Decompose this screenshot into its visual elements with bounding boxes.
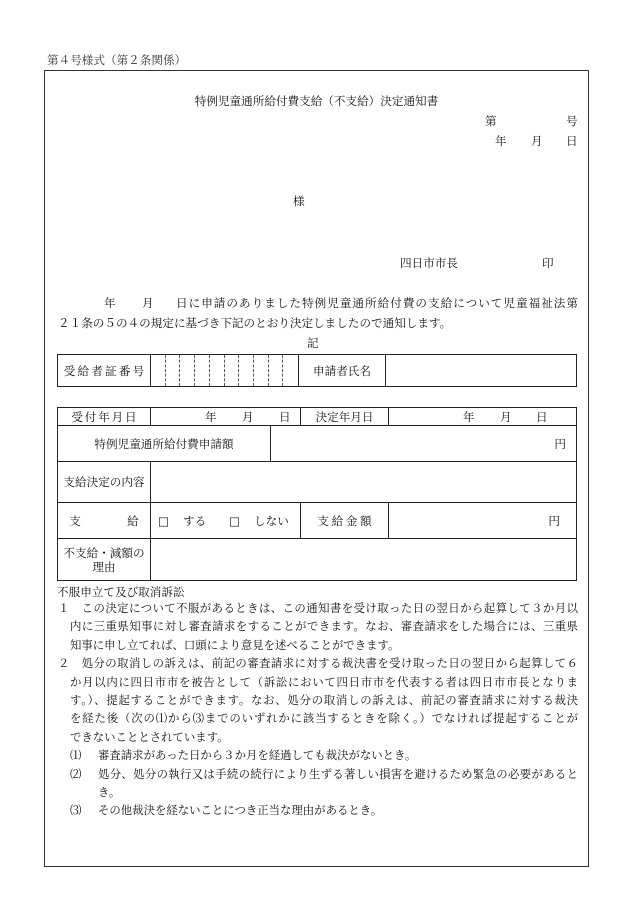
digit-divider xyxy=(238,355,239,386)
option-no-label: しない xyxy=(254,513,289,528)
decision-date-day: 日 xyxy=(536,409,548,424)
application-date-year: 年 xyxy=(104,296,116,310)
issuer-name: 四日市市長 xyxy=(400,256,458,270)
appeal-item2-line: ２ 処分の取消しの訴えは、前記の審査請求に対する裁決書を受け取った日の翌日から起算して６ xyxy=(58,656,578,671)
document-title: 特例児童通所給付費支給（不支給）決定通知書 xyxy=(194,94,439,108)
recipient-number-digits xyxy=(150,354,299,387)
requested-amount-yen: 円 xyxy=(554,436,566,451)
requested-amount-label-cell xyxy=(57,425,271,462)
decision-content-label: 支給決定の内容 xyxy=(63,475,145,489)
applicant-name-value xyxy=(385,354,577,387)
received-date-label: 受付年月日 xyxy=(71,409,139,424)
issuer-seal: 印 xyxy=(542,256,554,270)
subitem-marker: ⑶ xyxy=(70,803,82,818)
decision-date-value xyxy=(388,407,577,426)
application-date-month: 月 xyxy=(142,296,154,310)
requested-amount-label: 特例児童通所給付費申請額 xyxy=(94,436,234,451)
requested-amount-value xyxy=(270,425,577,462)
payment-amount-label-cell xyxy=(300,502,389,539)
decision-date-month: 月 xyxy=(500,409,512,424)
checkbox-yes-icon: □ xyxy=(158,513,169,528)
subitem-line: き。 xyxy=(98,785,121,799)
form-label: 第４号様式（第２条関係） xyxy=(47,53,187,67)
subitem-marker: ⑴ xyxy=(70,748,82,763)
appeal-item1-line: 知事に申し立てれば、口頭により意見を述べることができます。 xyxy=(70,637,400,652)
digit-divider xyxy=(209,355,210,386)
issue-date-day: 日 xyxy=(566,134,578,148)
payment-amount-label: 支給金額 xyxy=(317,513,375,528)
payment-choice-cell xyxy=(150,502,301,539)
intro-line-1: 日に申請のありました特例児童通所給付費の支給について児童福祉法第 xyxy=(176,296,578,310)
payment-label: 支 給 xyxy=(69,513,139,528)
reason-label-line-1: 不支給・減額の xyxy=(63,545,145,560)
applicant-name-label-cell xyxy=(298,354,386,387)
reference-number-prefix: 第 xyxy=(485,114,497,128)
reference-number-suffix: 号 xyxy=(566,114,578,128)
decision-content-label-cell xyxy=(57,461,151,503)
subitem-line: 審査請求があった日から３か月を経過しても裁決がないとき。 xyxy=(98,748,417,763)
digit-divider xyxy=(268,355,269,386)
digit-divider xyxy=(253,355,254,386)
intro-line-2: ２１条の５の４の規定に基づき下記のとおり決定しましたので通知します。 xyxy=(58,316,452,330)
subitem-line: その他裁決を経ないことにつき正当な理由があるとき。 xyxy=(98,803,383,818)
digit-divider xyxy=(282,355,283,386)
decision-date-year: 年 xyxy=(463,409,475,424)
digit-divider xyxy=(165,355,166,386)
appeal-item1-line: １ この決定について不服があるときは、この通知書を受け取った日の翌日から起算して３か月以 xyxy=(58,601,578,615)
appeal-item2-line: す。）、提起することができます。なお、処分の取消しの訴えは、前記の審査請求に対する裁決 xyxy=(70,693,578,707)
payment-amount-yen: 円 xyxy=(548,513,560,528)
subitem-line: 処分、処分の執行又は手続の続行により生ずる著しい損害を避けるため緊急の必要があると xyxy=(98,766,578,781)
subitem-marker: ⑵ xyxy=(70,766,82,781)
decision-date-label: 決定年月日 xyxy=(315,409,374,424)
option-yes-label: する xyxy=(183,513,207,528)
payment-amount-value xyxy=(388,502,577,539)
received-date-day: 日 xyxy=(279,409,291,424)
appeal-item1-line: 内に三重県知事に対し審査請求をすることができます。なお、審査請求をした場合には、三重県 xyxy=(70,619,578,634)
decision-date-label-cell xyxy=(300,407,389,426)
received-date-value xyxy=(150,407,301,426)
checkbox-no-icon: □ xyxy=(229,513,240,528)
digit-divider xyxy=(224,355,225,386)
received-date-year: 年 xyxy=(205,409,217,424)
recipient-number-label: 受給者証番号 xyxy=(63,363,147,378)
digit-divider xyxy=(179,355,180,386)
appeal-item2-line: か月以内に四日市市を被告として（訴訟において四日市市を代表する者は四日市市長となりま xyxy=(70,674,578,689)
decision-content-value xyxy=(150,461,577,503)
addressee-honorific: 様 xyxy=(293,194,305,208)
appeal-item2-line: できないこととされています。 xyxy=(70,729,229,744)
payment-label-cell xyxy=(57,502,151,539)
issue-date-year: 年 xyxy=(495,134,507,148)
applicant-name-label: 申請者氏名 xyxy=(313,363,371,378)
appeal-item2-line: を経た後（次の⑴から⑶までのいずれかに該当するときを除く。）でなければ提起することが xyxy=(70,711,578,726)
reason-label-line-2: 理由 xyxy=(92,559,116,574)
ki-heading: 記 xyxy=(307,336,319,350)
received-date-label-cell xyxy=(57,407,151,426)
digit-divider xyxy=(194,355,195,386)
recipient-number-label-cell xyxy=(57,354,151,387)
appeal-heading: 不服申立て及び取消訴訟 xyxy=(57,585,185,599)
issue-date-month: 月 xyxy=(531,134,543,148)
received-date-month: 月 xyxy=(242,409,254,424)
reason-label-cell xyxy=(57,538,151,581)
reason-value xyxy=(150,538,577,581)
